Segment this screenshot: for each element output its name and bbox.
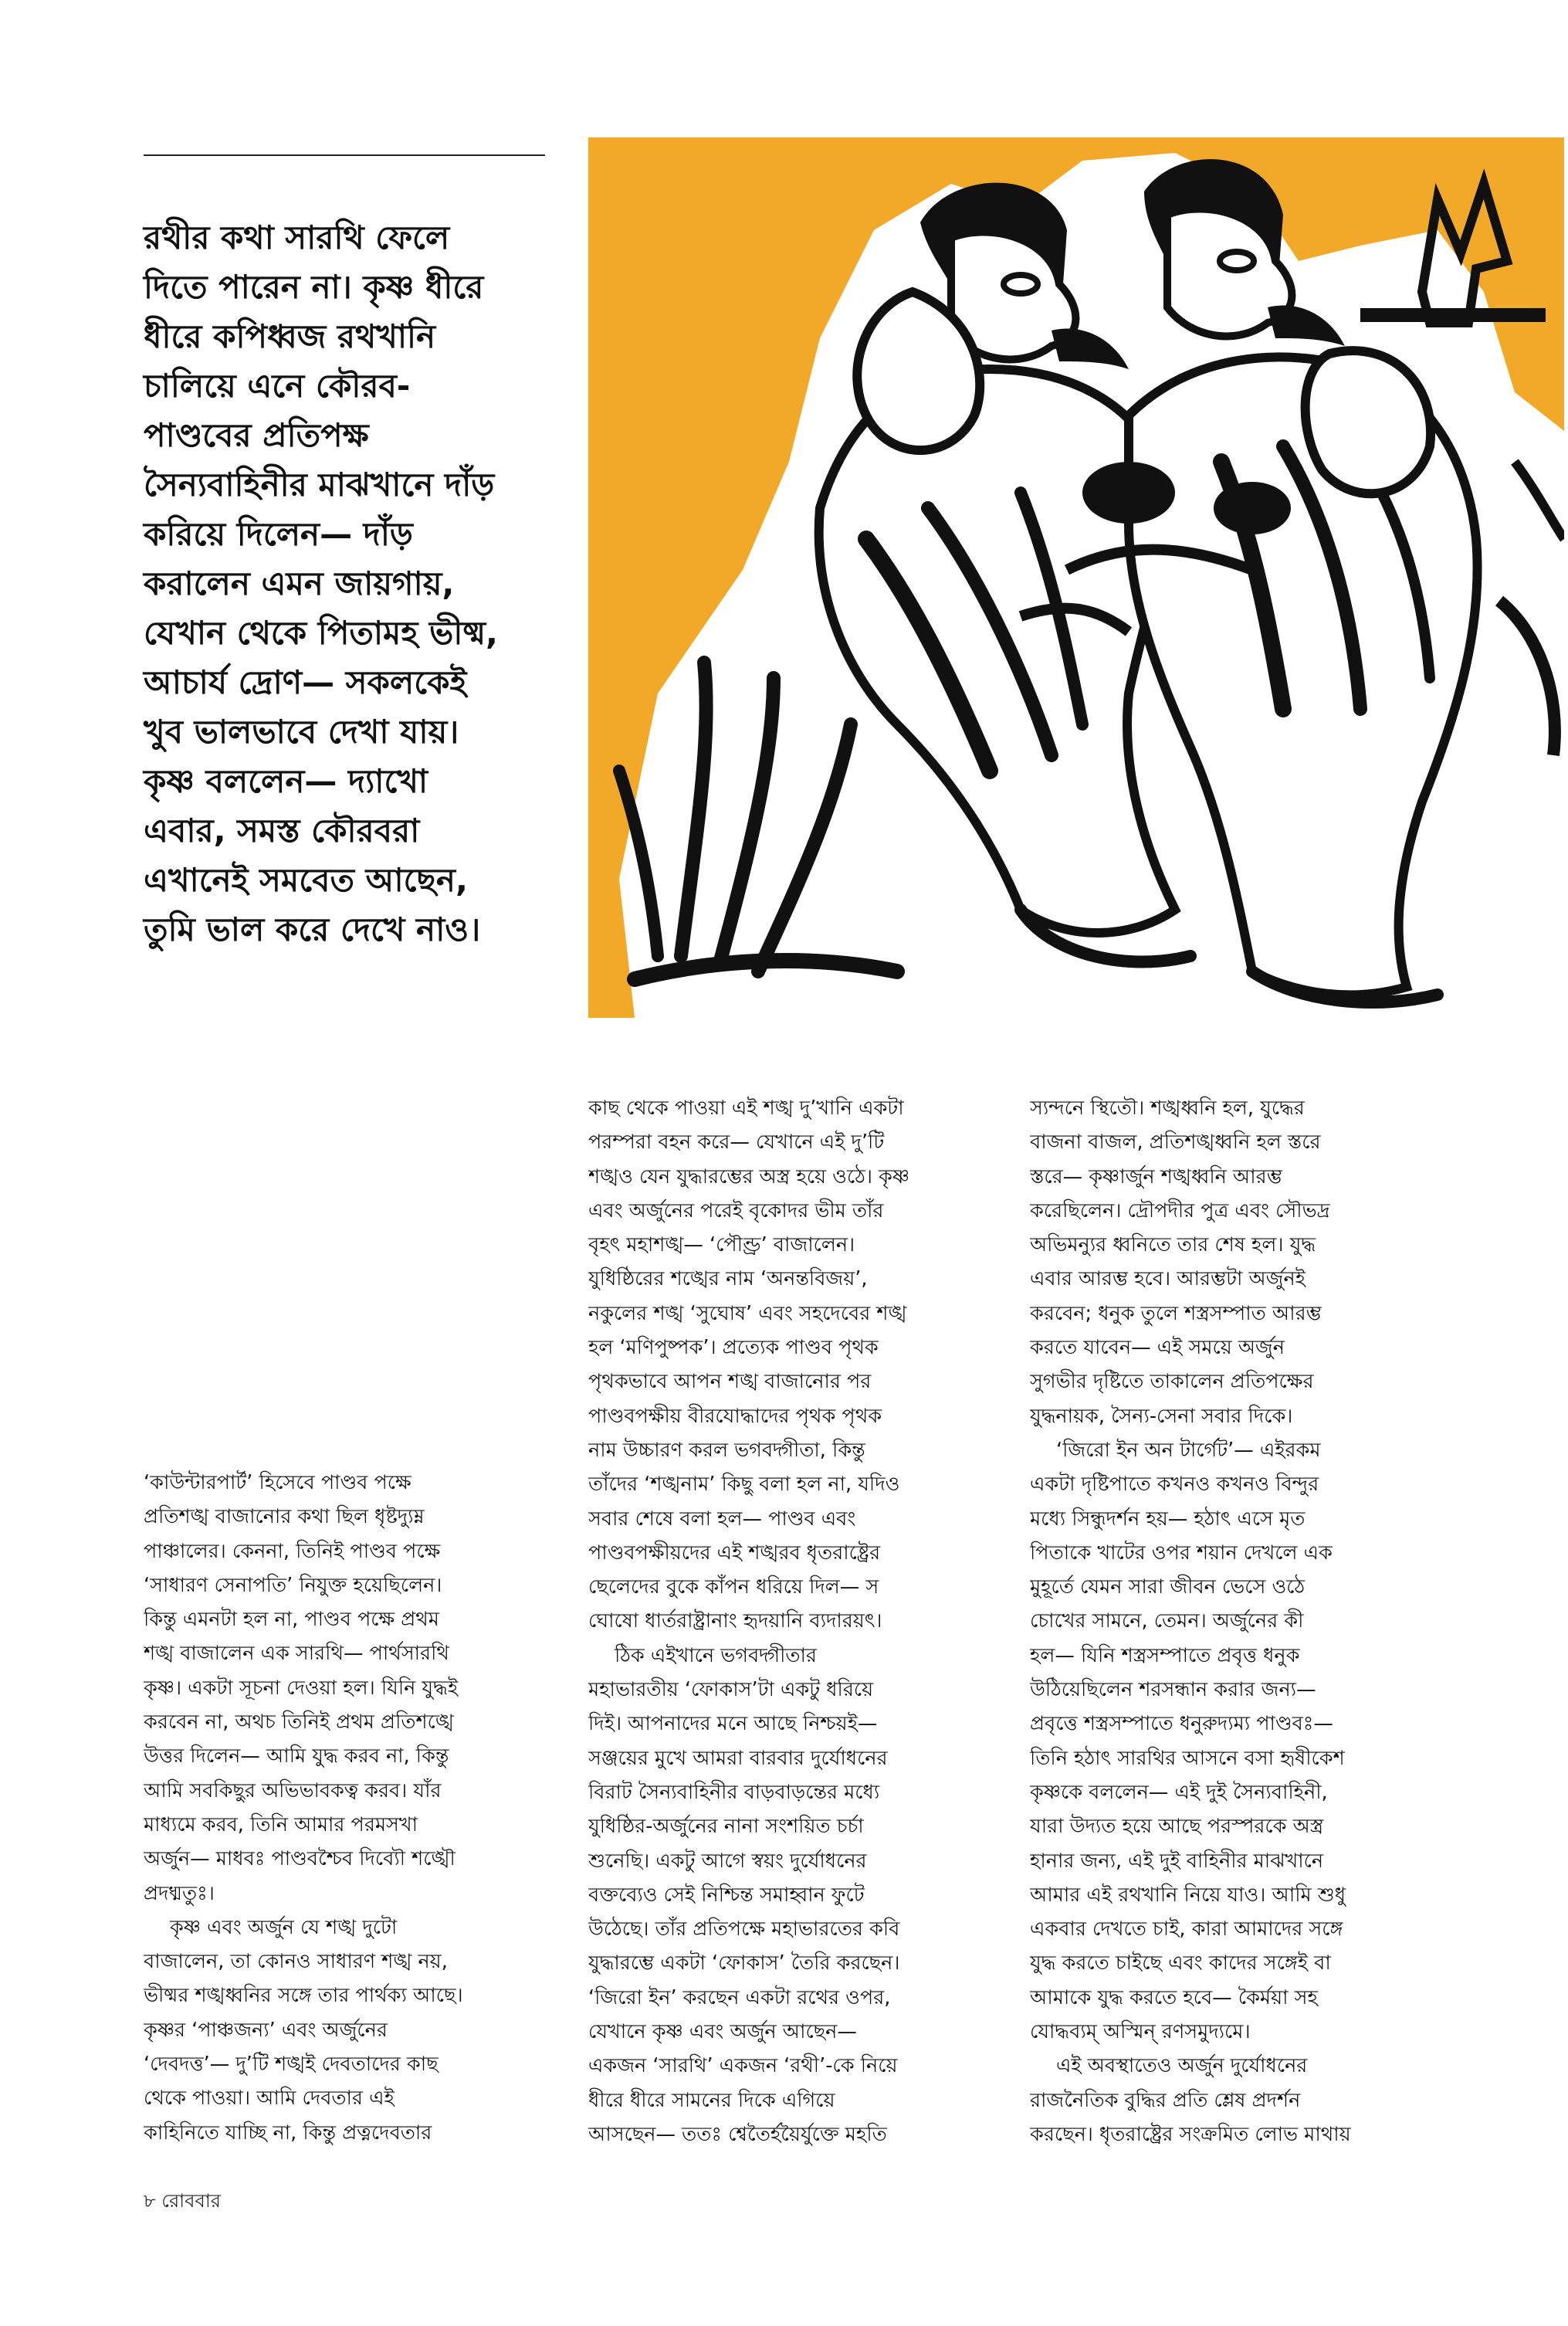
column-line: আমার এই রথখানি নিয়ে যাও। আমি শুধু [1030, 1883, 1346, 1907]
column-line: যুধিষ্ঠিরের শঙ্খের নাম ‘অনন্তবিজয়’, [588, 1267, 868, 1291]
column-line: হানার জন্য, এই দুই বাহিনীর মাঝখানে [1030, 1849, 1324, 1873]
column-line: একবার দেখতে চাই, কারা আমাদের সঙ্গে [1030, 1917, 1343, 1941]
column-line: কিন্তু এমনটা হল না, পাণ্ডব পক্ষে প্রথম [144, 1608, 439, 1632]
pull-quote-line: করিয়ে দিলেন— দাঁড় [144, 515, 413, 553]
column-line: যুদ্ধ করতে চাইছে এবং কাদের সঙ্গেই বা [1030, 1951, 1331, 1975]
column-line: তাঁদের ‘শঙ্খনাম’ কিছু বলা হল না, যদিও [588, 1473, 900, 1497]
pull-quote-line: সৈন্যবাহিনীর মাঝখানে দাঁড় [144, 466, 495, 504]
column-line: আসছেন— ততঃ শ্বেতৈর্হয়ৈর্যুক্তে মহতি [588, 2122, 887, 2146]
column-line: যুধিষ্ঠির-অর্জুনের নানা সংশয়িত চর্চা [588, 1815, 864, 1839]
pull-quote-line: কৃষ্ণ বললেন— দ্যাখো [144, 762, 428, 800]
column-line: যুদ্ধনায়ক, সৈন্য-সেনা সবার দিকে। [1030, 1404, 1293, 1428]
column-line: চোখের সামনে, তেমন। অর্জুনের কী [1030, 1609, 1304, 1633]
column-line: থেকে পাওয়া। আমি দেবতার এই [144, 2087, 395, 2111]
article-column-1 [144, 1466, 545, 2150]
column-line: হল ‘মণিপুষ্পক’। প্রত্যেক পাণ্ডব পৃথক [588, 1336, 879, 1360]
column-line: আমাকে যুদ্ধ করতে হবে— কৈর্ময়া সহ [1030, 1985, 1318, 2009]
pull-quote-line: যেখান থেকে পিতামহ ভীষ্ম, [144, 614, 499, 652]
column-line: পিতাকে খাটের ওপর শয়ান দেখলে এক [1030, 1541, 1333, 1565]
column-line: বাজনা বাজল, প্রতিশঙ্খধ্বনি হল স্তরে [1030, 1131, 1321, 1155]
column-line: শঙ্খও যেন যুদ্ধারম্ভের অস্ত্র হয়ে ওঠে। কৃষ্ণ [588, 1165, 910, 1188]
column-line: যোদ্ধব্যম্ অস্মিন্ রণসমুদ্যমে। [1030, 2020, 1251, 2044]
column-line: আমি সবকিছুর অভিভাবকত্ব করব। যাঁর [144, 1778, 442, 1802]
page-folio: ৮ রোববার [144, 2190, 221, 2212]
column-line: পরম্পরা বহন করে— যেখানে এই দু’টি [588, 1131, 885, 1155]
pull-quote-line: খুব ভালভাবে দেখা যায়। [144, 713, 459, 751]
article-column-2 [588, 1091, 974, 2151]
column-line: কৃষ্ণ এবং অর্জুন যে শঙ্খ দুটো [170, 1915, 398, 1939]
column-line: মহাভারতীয় ‘ফোকাস’টা একটু ধরিয়ে [588, 1678, 874, 1702]
column-line: বাজালেন, তা কোনও সাধারণ শঙ্খ নয়, [144, 1950, 448, 1974]
column-line: যেখানে কৃষ্ণ এবং অর্জুন আছেন— [588, 2020, 857, 2044]
column-line: ‘সাধারণ সেনাপতি’ নিযুক্ত হয়েছিলেন। [144, 1573, 442, 1597]
column-line: করেছিলেন। দ্রৌপদীর পুত্র এবং সৌভদ্র [1030, 1199, 1330, 1222]
column-line: অর্জুন— মাধবঃ পাণ্ডবশ্চৈব দিব্যৌ শঙ্খৌ [144, 1847, 455, 1871]
column-line: মাধ্যমে করব, তিনি আমার পরমসখা [144, 1812, 418, 1836]
column-line: উত্তর দিলেন— আমি যুদ্ধ করব না, কিন্তু [144, 1744, 449, 1768]
column-line: দিই। আপনাদের মনে আছে নিশ্চয়ই— [588, 1712, 878, 1736]
column-line: নাম উচ্চারণ করল ভগবদ্গীতা, কিন্তু [588, 1438, 865, 1462]
column-line: মুহূর্তে যেমন সারা জীবন ভেসে ওঠে [1030, 1575, 1306, 1599]
column-line: করবেন; ধনুক তুলে শস্ত্রসম্পাত আরম্ভ [1030, 1301, 1322, 1325]
column-line: অভিমন্যুর ধ্বনিতে তার শেষ হল। যুদ্ধ [1030, 1233, 1316, 1257]
column-line: শুনেছি। একটু আগে স্বয়ং দুর্যোধনের [588, 1849, 867, 1873]
top-rule [144, 154, 545, 156]
pull-quote-line: দিতে পারেন না। কৃষ্ণ ধীরে [144, 268, 484, 306]
column-line: রাজনৈতিক বুদ্ধির প্রতি শ্লেষ প্রদর্শন [1030, 2088, 1301, 2112]
pull-quote-line: করালেন এমন জায়গায়, [144, 565, 455, 602]
column-line: শঙ্খ বাজালেন এক সারথি— পার্থসারথি [144, 1642, 449, 1666]
column-line: বৃহৎ মহাশঙ্খ— ‘পৌণ্ড্র’ বাজালেন। [588, 1233, 855, 1257]
column-line: স্তরে— কৃষ্ণার্জুন শঙ্খধ্বনি আরম্ভ [1030, 1165, 1282, 1188]
illustration-drawing [588, 137, 1564, 1018]
article-column-3 [1030, 1091, 1431, 2151]
column-line: ধীরে ধীরে সামনের দিকে এগিয়ে [588, 2088, 835, 2112]
column-line: পৃথকভাবে আপন শঙ্খ বাজানোর পর [588, 1370, 872, 1394]
pull-quote-line: এবার, সমস্ত কৌরবরা [144, 812, 420, 849]
column-line: ভীষ্মর শঙ্খধ্বনির সঙ্গে তার পার্থক্য আছে। [144, 1984, 463, 2008]
krishna-arjuna-illustration [588, 137, 1564, 1018]
column-line: মধ্যে সিন্ধুদর্শন হয়— হঠাৎ এসে মৃত [1030, 1507, 1306, 1531]
column-line: যুদ্ধারম্ভে একটা ‘ফোকাস’ তৈরি করছেন। [588, 1951, 900, 1975]
pull-quote-line: পাণ্ডবের প্রতিপক্ষ [144, 416, 369, 454]
column-line: পাণ্ডবপক্ষীয় বীরযোদ্ধাদের পৃথক পৃথক [588, 1404, 882, 1428]
pull-quote [144, 213, 545, 954]
column-line: সঞ্জয়ের মুখে আমরা বারবার দুর্যোধনের [588, 1746, 888, 1770]
column-line: ‘দেবদত্ত’— দু’টি শঙ্খই দেবতাদের কাছ [144, 2053, 439, 2077]
column-line: পাণ্ডবপক্ষীয়দের এই শঙ্খরব ধৃতরাষ্ট্রের [588, 1541, 881, 1565]
column-line: করবেন না, অথচ তিনিই প্রথম প্রতিশঙ্খে [144, 1711, 454, 1734]
pull-quote-line: চালিয়ে এনে কৌরব- [144, 367, 411, 405]
column-line: হল— যিনি শস্ত্রসম্পাতে প্রবৃত্ত ধনুক [1030, 1643, 1300, 1667]
pull-quote-line: তুমি ভাল করে দেখে নাও। [144, 910, 481, 948]
column-line: এবং অর্জুনের পরেই বৃকোদর ভীম তাঁর [588, 1199, 884, 1222]
column-line: এবার আরম্ভ হবে। আরম্ভটা অর্জুনই [1030, 1267, 1306, 1291]
column-line: ‘কাউন্টারপার্ট’ হিসেবে পাণ্ডব পক্ষে [144, 1471, 411, 1494]
column-line: সুগভীর দৃষ্টিতে তাকালেন প্রতিপক্ষের [1030, 1370, 1314, 1394]
column-line: ঘোষো ধার্তরাষ্ট্রানাং হৃদয়ানি ব্যদারয়ৎ। [588, 1609, 882, 1633]
column-line: তিনি হঠাৎ সারথির আসনে বসা হৃষীকেশ [1030, 1746, 1345, 1770]
column-line: করছেন। ধৃতরাষ্ট্রের সংক্রমিত লোভ মাথায় [1030, 2122, 1351, 2146]
column-line: সবার শেষে বলা হল— পাণ্ডব এবং [588, 1507, 856, 1531]
column-line: পাঞ্চালের। কেননা, তিনিই পাণ্ডব পক্ষে [144, 1539, 441, 1563]
column-line: ঠিক এইখানে ভগবদ্গীতার [615, 1643, 817, 1667]
column-line: ‘জিরো ইন’ করছেন একটা রথের ওপর, [588, 1985, 891, 2009]
column-line: উঠেছে। তাঁর প্রতিপক্ষে মহাভারতের কবি [588, 1917, 900, 1941]
pull-quote-line: ধীরে কপিধ্বজ রথখানি [144, 317, 436, 355]
column-line: কৃষ্ণর ‘পাঞ্চজন্য’ এবং অর্জুনের [144, 2018, 388, 2042]
column-line: যারা উদ্যত হয়ে আছে পরস্পরকে অস্ত্র [1030, 1815, 1324, 1839]
column-line: বিরাট সৈন্যবাহিনীর বাড়বাড়ন্তের মধ্যে [588, 1780, 880, 1804]
column-line: এই অবস্থাতেও অর্জুন দুর্যোধনের [1056, 2054, 1308, 2078]
column-line: প্রবৃত্তে শস্ত্রসম্পাতে ধনুরুদ্যম্য পাণ্ডবঃ— [1030, 1712, 1333, 1736]
column-line: কৃষ্ণকে বললেন— এই দুই সৈন্যবাহিনী, [1030, 1780, 1328, 1804]
column-line: করতে যাবেন— এই সময়ে অর্জুন [1030, 1336, 1285, 1360]
column-line: উঠিয়েছিলেন শরসন্ধান করার জন্য— [1030, 1678, 1316, 1702]
column-line: স্যন্দনে স্থিতৌ। শঙ্খধ্বনি হল, যুদ্ধের [1030, 1097, 1305, 1120]
pull-quote-line: এখানেই সমবেত আছেন, [144, 861, 468, 899]
column-line: একটা দৃষ্টিপাতে কখনও কখনও বিন্দুর [1030, 1473, 1319, 1497]
column-line: প্রতিশঙ্খ বাজানোর কথা ছিল ধৃষ্টদ্যুম্ন [144, 1505, 425, 1529]
column-line: প্রদধ্মতুঃ। [144, 1881, 215, 1905]
column-line: ছেলেদের বুকে কাঁপন ধরিয়ে দিল— স [588, 1575, 879, 1599]
column-line: কৃষ্ণ। একটা সূচনা দেওয়া হল। যিনি যুদ্ধই [144, 1676, 459, 1700]
column-line: একজন ‘সারথি’ একজন ‘রথী’-কে নিয়ে [588, 2054, 898, 2078]
column-line: নকুলের শঙ্খ ‘সুঘোষ’ এবং সহদেবের শঙ্খ [588, 1301, 907, 1325]
pull-quote-line: রথীর কথা সারথি ফেলে [144, 219, 450, 256]
column-line: বক্তব্যেও সেই নিশ্চিন্ত সমাহ্বান ফুটে [588, 1883, 865, 1907]
pull-quote-line: আচার্য দ্রোণ— সকলকেই [144, 663, 467, 701]
column-line: ‘জিরো ইন অন টার্গেট’— এইরকম [1056, 1438, 1321, 1462]
column-line: কাহিনিতে যাচ্ছি না, কিন্তু প্রত্নদেবতার [144, 2121, 432, 2145]
column-line: কাছ থেকে পাওয়া এই শঙ্খ দু’খানি একটা [588, 1097, 904, 1120]
